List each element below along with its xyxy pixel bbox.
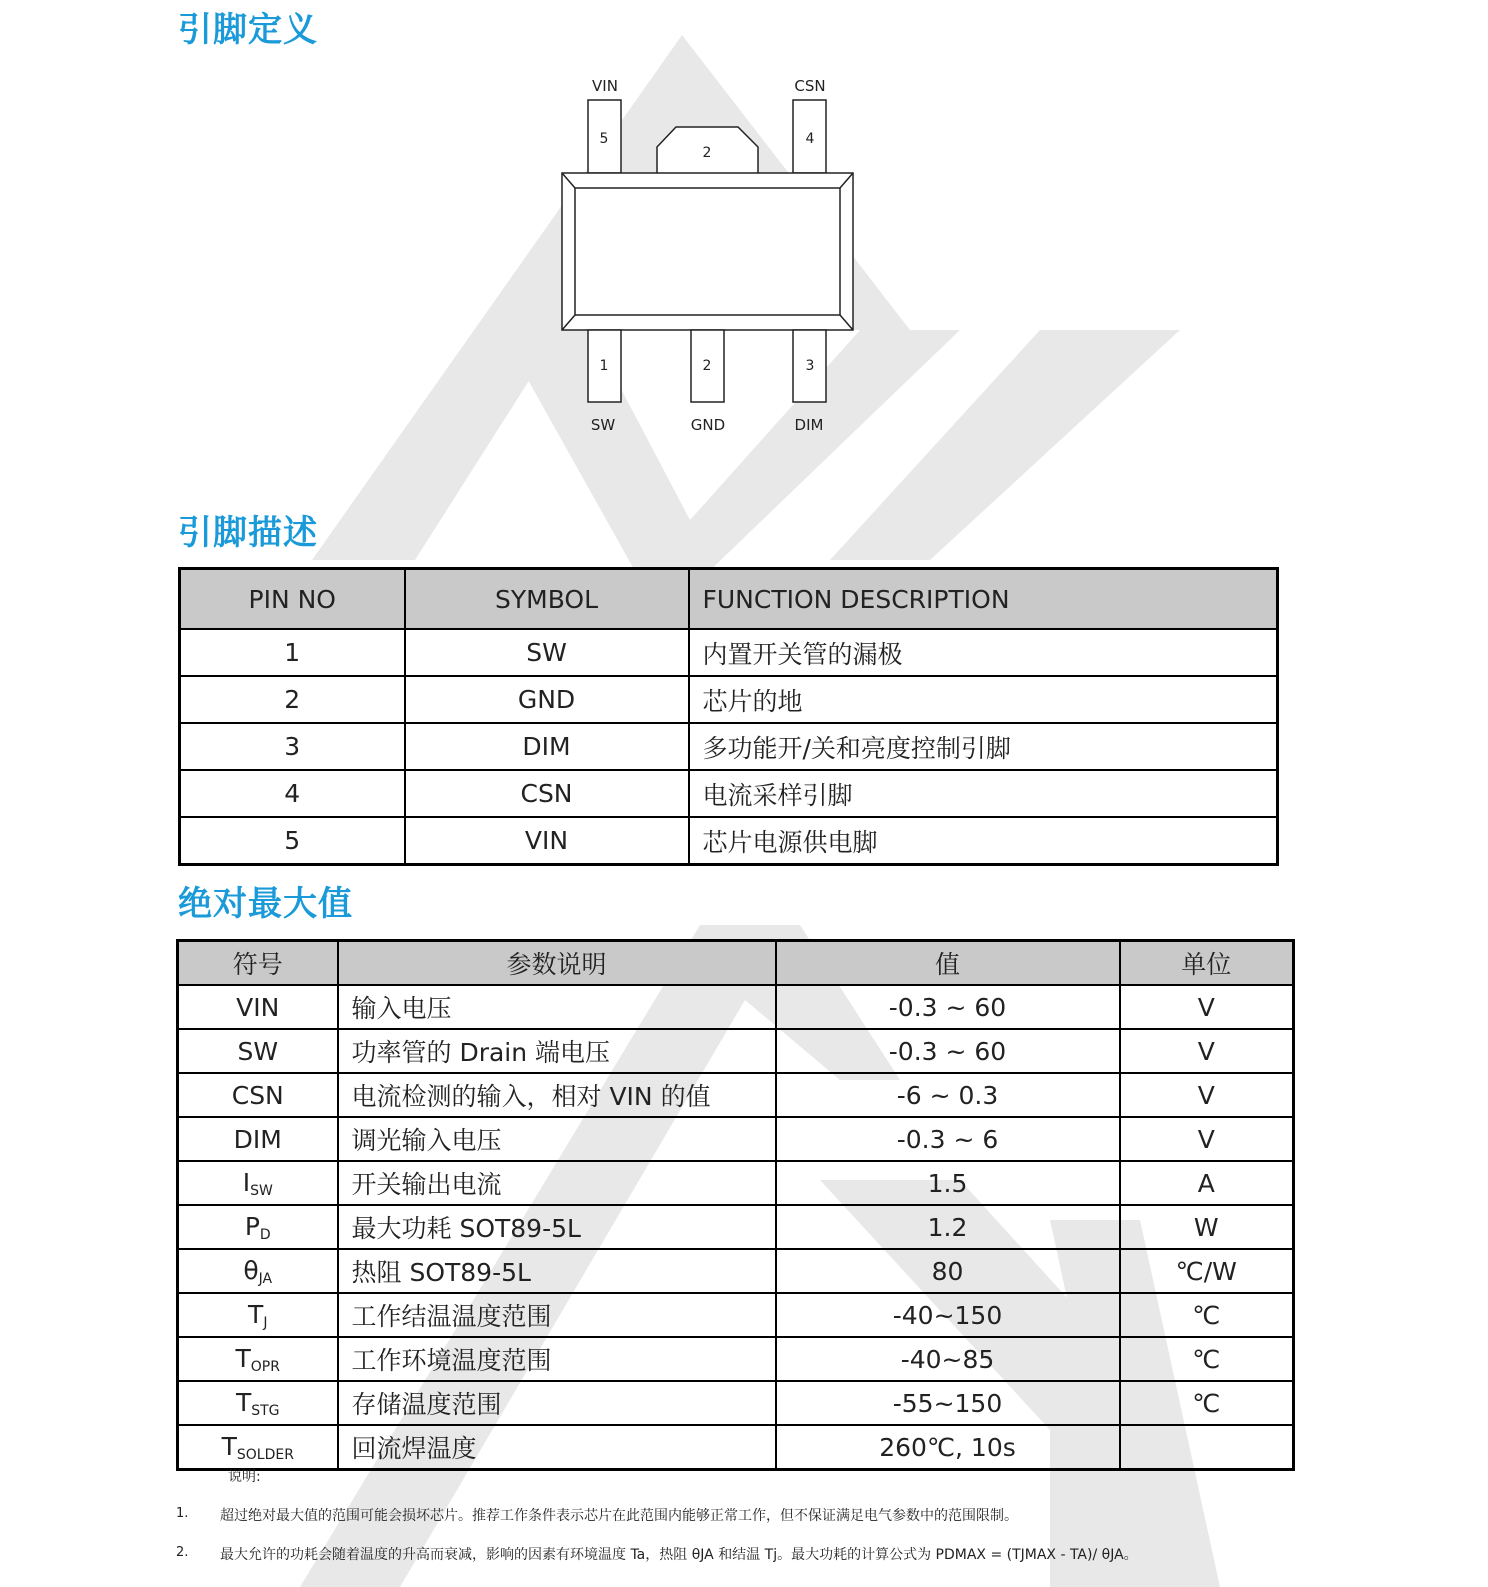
pin-no-cell: 4 [180, 770, 405, 817]
symbol-text: T [235, 1343, 251, 1373]
table-row [178, 1161, 1294, 1205]
note-text-2: 最大允许的功耗会随着温度的升高而衰减，影响的因素有环境温度 Ta，热阻 θJA 和结温 Tj。最大功耗的计算公式为 PDMAX = (TJMAX - TA)/ θJA。 [220, 1547, 1138, 1563]
symbol-text: T [248, 1299, 264, 1329]
symbol-text: θ [243, 1255, 259, 1285]
value-cell: -40~150 [776, 1293, 1120, 1337]
parameter-cell: 工作环境温度范围 [338, 1337, 776, 1381]
table-row [180, 723, 1278, 770]
symbol-cell: SW [405, 629, 689, 676]
value-cell: 260℃, 10s [776, 1425, 1120, 1470]
symbol-cell [178, 1205, 338, 1249]
pin-label-sw: SW [590, 416, 616, 434]
pin-number-1: 1 [599, 358, 609, 374]
header-symbol: SYMBOL [405, 569, 689, 630]
header-unit: 单位 [1120, 941, 1294, 986]
symbol-subscript: J [263, 1314, 268, 1331]
table-header-row [180, 569, 1278, 630]
unit-cell: ℃ [1120, 1381, 1294, 1425]
value-cell: -55~150 [776, 1381, 1120, 1425]
pin-diagram [540, 65, 880, 445]
symbol-cell: GND [405, 676, 689, 723]
table-row [180, 676, 1278, 723]
symbol-subscript: SW [250, 1182, 273, 1199]
symbol-subscript: STG [251, 1402, 280, 1419]
parameter-cell: 电流检测的输入，相对 VIN 的值 [338, 1073, 776, 1117]
value-cell: -0.3 ~ 6 [776, 1117, 1120, 1161]
absolute-max-table [176, 939, 1295, 1471]
symbol-cell [178, 1029, 338, 1073]
section-title-absolute-max: 绝对最大值 [178, 884, 353, 924]
symbol-cell [178, 1117, 338, 1161]
pin-description-table [178, 567, 1279, 866]
symbol-cell [178, 1337, 338, 1381]
value-cell: 80 [776, 1249, 1120, 1293]
pin-no-cell: 1 [180, 629, 405, 676]
description-cell: 芯片的地 [689, 676, 1278, 723]
pin-no-cell: 5 [180, 817, 405, 865]
note-text-1: 超过绝对最大值的范围可能会损坏芯片。推荐工作条件表示芯片在此范围内能够正常工作，但不保证满足电气参数中的范围限制。 [220, 1508, 1018, 1524]
section-title-pin-description: 引脚描述 [178, 513, 318, 553]
symbol-cell [178, 1249, 338, 1293]
parameter-cell: 调光输入电压 [338, 1117, 776, 1161]
notes-heading: 说明: [228, 1469, 261, 1485]
table-row [178, 1073, 1294, 1117]
symbol-cell [178, 1293, 338, 1337]
note-number-1: 1. [176, 1506, 189, 1521]
header-parameter: 参数说明 [338, 941, 776, 986]
value-cell: -6 ~ 0.3 [776, 1073, 1120, 1117]
unit-cell: A [1120, 1161, 1294, 1205]
parameter-cell: 存储温度范围 [338, 1381, 776, 1425]
value-cell: -0.3 ~ 60 [776, 985, 1120, 1029]
pin-number-4: 4 [805, 131, 815, 147]
parameter-cell: 工作结温温度范围 [338, 1293, 776, 1337]
pin-number-2: 2 [702, 358, 712, 374]
symbol-text: T [235, 1387, 252, 1417]
table-row [178, 1425, 1294, 1470]
table-row [178, 1249, 1294, 1293]
table-row [180, 817, 1278, 865]
symbol-cell: VIN [405, 817, 689, 865]
pin-number-2-tab: 2 [702, 145, 712, 161]
symbol-text: CSN [231, 1080, 284, 1110]
unit-cell [1120, 1425, 1294, 1470]
table-row [178, 1293, 1294, 1337]
symbol-cell [178, 1381, 338, 1425]
note-number-2: 2. [176, 1545, 189, 1560]
unit-cell: ℃ [1120, 1293, 1294, 1337]
table-row [178, 1029, 1294, 1073]
unit-cell: ℃ [1120, 1337, 1294, 1381]
value-cell: 1.2 [776, 1205, 1120, 1249]
value-cell: 1.5 [776, 1161, 1120, 1205]
unit-cell: V [1120, 1029, 1294, 1073]
symbol-subscript: JA [258, 1270, 273, 1287]
pin-number-5: 5 [599, 131, 609, 147]
table-row [178, 1337, 1294, 1381]
description-cell: 芯片电源供电脚 [689, 817, 1278, 865]
symbol-cell [178, 1073, 338, 1117]
pin-label-csn: CSN [794, 77, 826, 95]
parameter-cell: 回流焊温度 [338, 1425, 776, 1470]
unit-cell: ℃/W [1120, 1249, 1294, 1293]
symbol-cell: CSN [405, 770, 689, 817]
symbol-text: VIN [236, 992, 280, 1022]
section-title-pin-definition: 引脚定义 [178, 10, 318, 50]
header-function-description: FUNCTION DESCRIPTION [689, 569, 1278, 630]
package-top [575, 188, 840, 315]
description-cell: 多功能开/关和亮度控制引脚 [689, 723, 1278, 770]
parameter-cell: 开关输出电流 [338, 1161, 776, 1205]
header-pin-no: PIN NO [180, 569, 405, 630]
table-row [178, 985, 1294, 1029]
symbol-subscript: D [259, 1226, 271, 1243]
symbol-subscript: OPR [250, 1358, 280, 1375]
parameter-cell: 输入电压 [338, 985, 776, 1029]
symbol-subscript: SOLDER [236, 1446, 294, 1463]
symbol-cell [178, 985, 338, 1029]
table-row [178, 1117, 1294, 1161]
parameter-cell: 热阻 SOT89-5L [338, 1249, 776, 1293]
value-cell: -0.3 ~ 60 [776, 1029, 1120, 1073]
symbol-text: I [242, 1167, 251, 1197]
table-row [180, 770, 1278, 817]
pin-label-dim: DIM [794, 416, 824, 434]
description-cell: 内置开关管的漏极 [689, 629, 1278, 676]
pin-no-cell: 2 [180, 676, 405, 723]
unit-cell: V [1120, 1117, 1294, 1161]
table-row [178, 1205, 1294, 1249]
symbol-cell [178, 1425, 338, 1470]
parameter-cell: 最大功耗 SOT89-5L [338, 1205, 776, 1249]
table-header-row [178, 941, 1294, 986]
parameter-cell: 功率管的 Drain 端电压 [338, 1029, 776, 1073]
pin-no-cell: 3 [180, 723, 405, 770]
header-value: 值 [776, 941, 1120, 986]
value-cell: -40~85 [776, 1337, 1120, 1381]
symbol-text: T [221, 1431, 237, 1461]
header-symbol: 符号 [178, 941, 338, 986]
table-row [180, 629, 1278, 676]
unit-cell: V [1120, 985, 1294, 1029]
table-row [178, 1381, 1294, 1425]
description-cell: 电流采样引脚 [689, 770, 1278, 817]
symbol-cell [178, 1161, 338, 1205]
unit-cell: V [1120, 1073, 1294, 1117]
symbol-text: SW [237, 1036, 279, 1066]
symbol-cell: DIM [405, 723, 689, 770]
symbol-text: DIM [233, 1124, 282, 1154]
unit-cell: W [1120, 1205, 1294, 1249]
pin-label-vin: VIN [592, 77, 618, 95]
pin-label-gnd: GND [690, 416, 726, 434]
symbol-text: P [244, 1211, 260, 1241]
pin-number-3: 3 [805, 358, 815, 374]
